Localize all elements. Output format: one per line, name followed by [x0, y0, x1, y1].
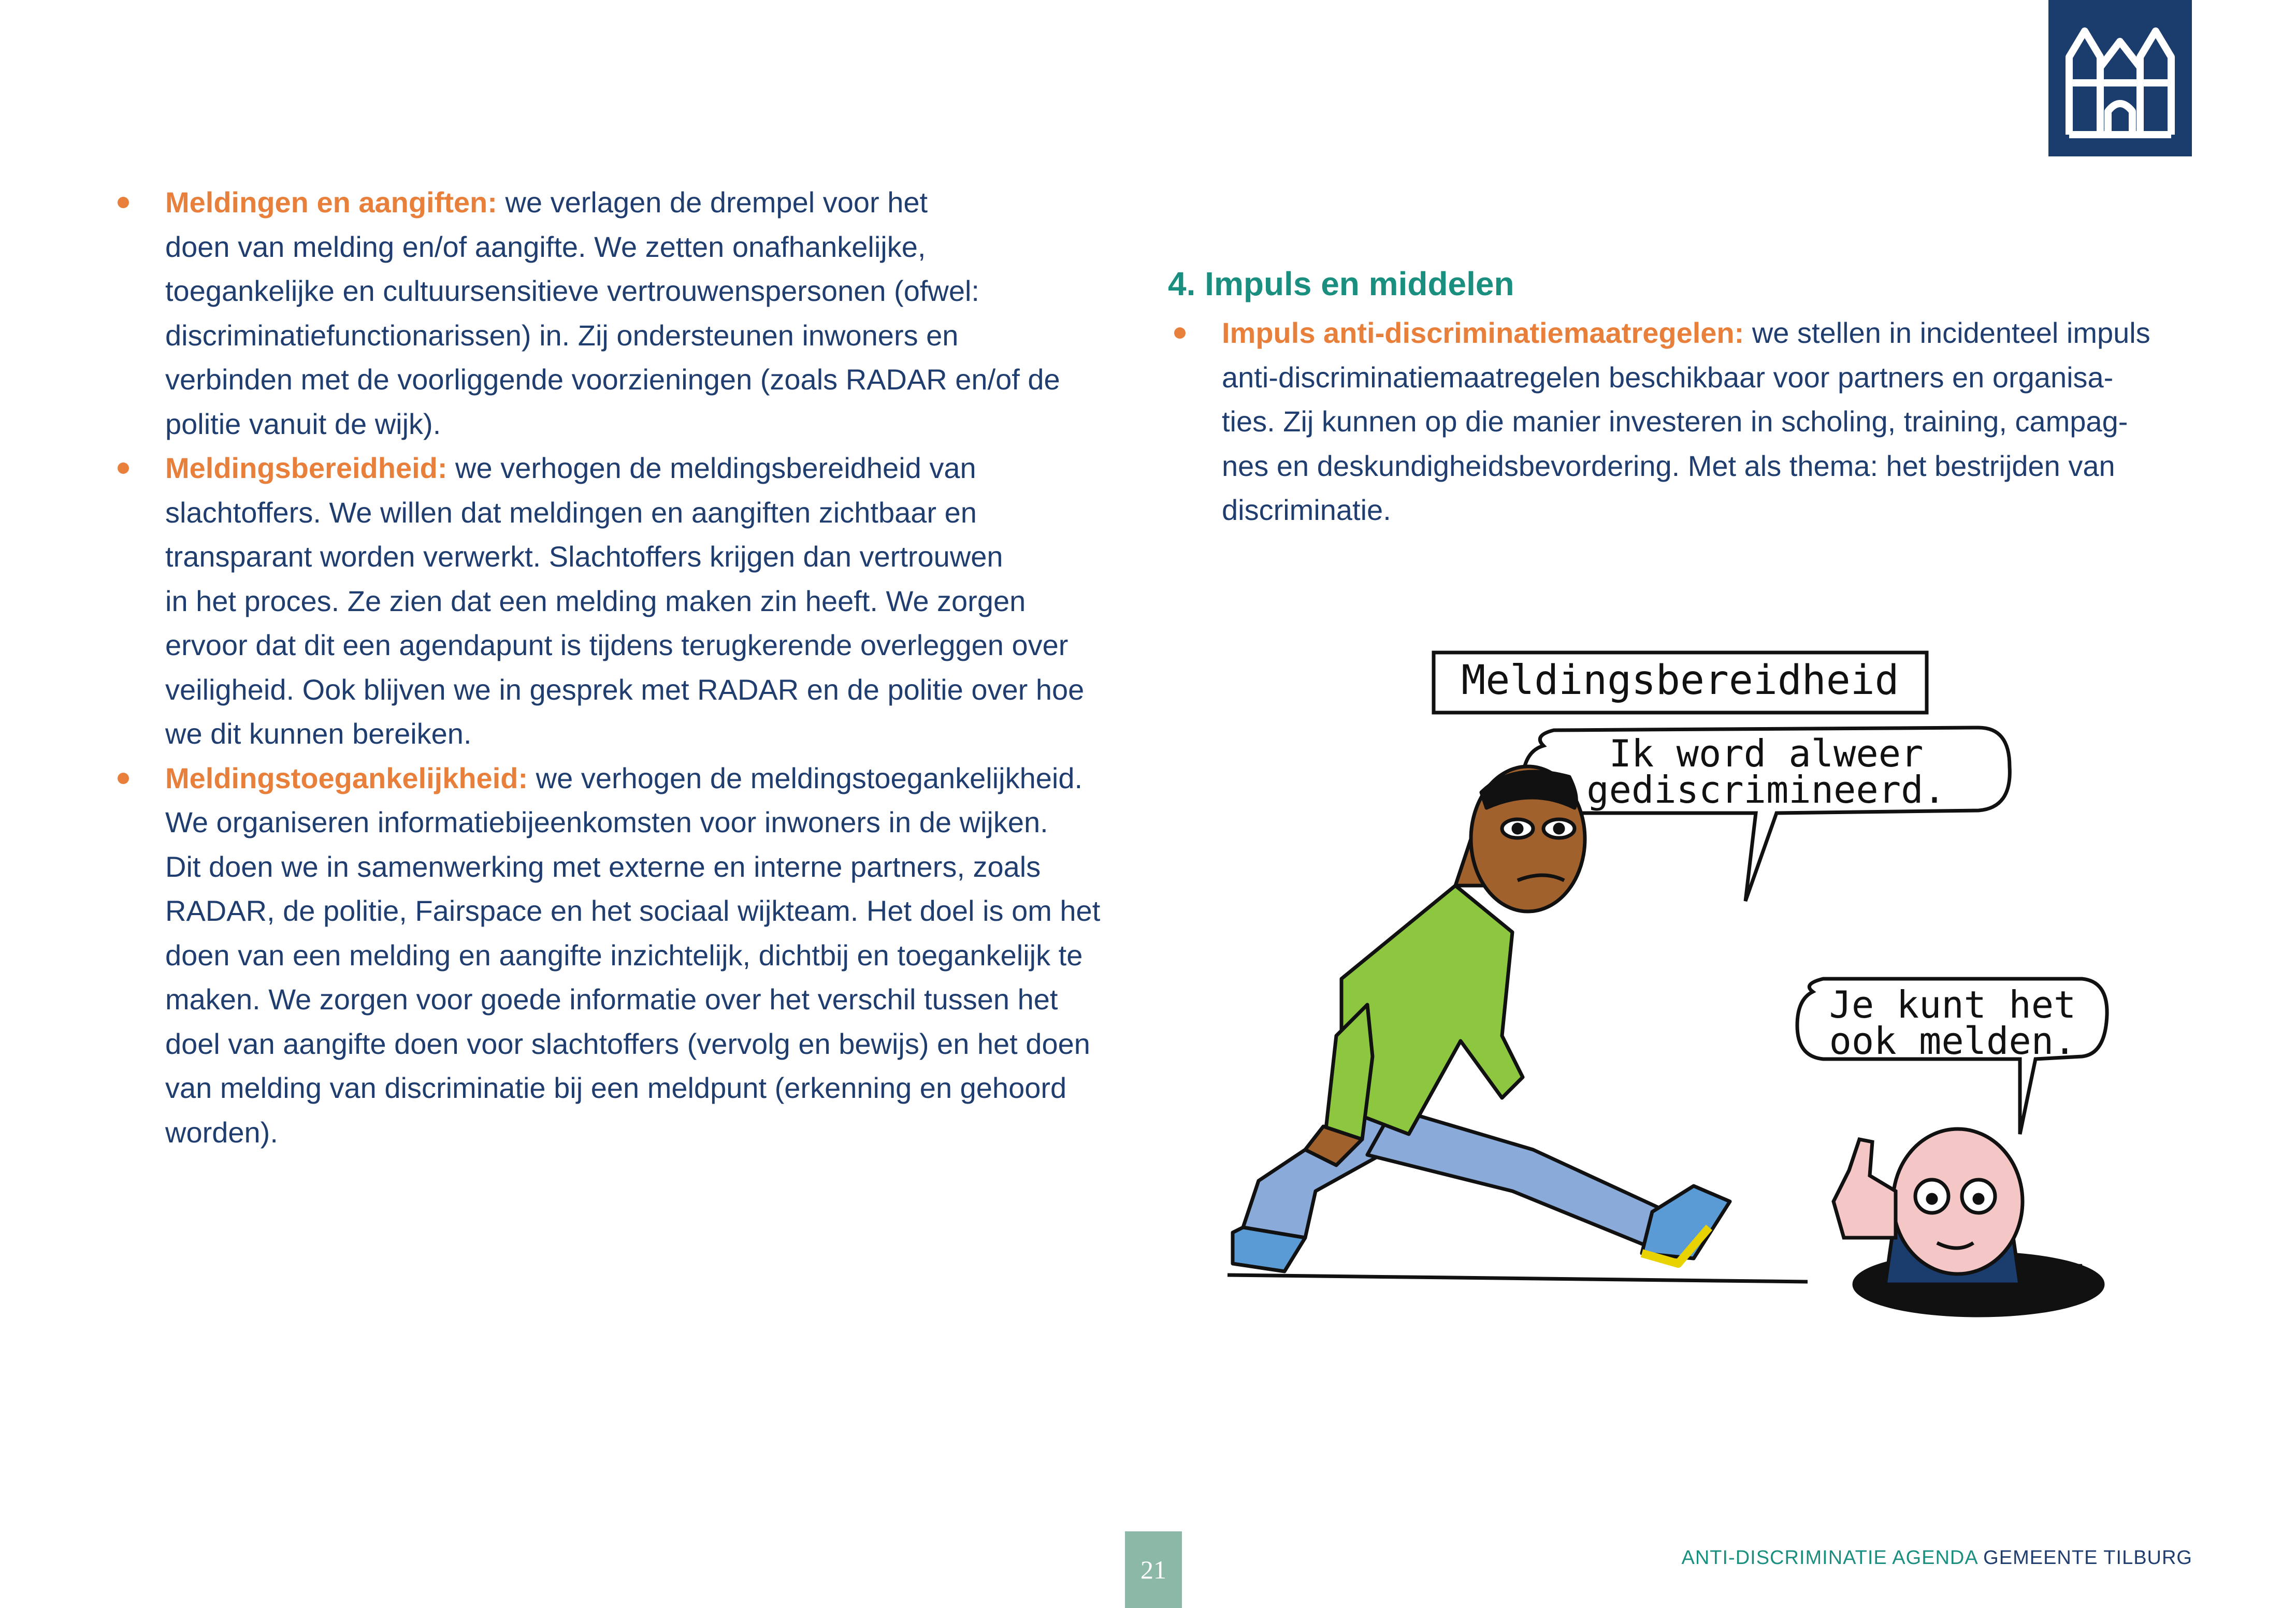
manhole-man-figure: [1833, 1129, 2103, 1315]
bubble2-line2: ook melden.: [1829, 1019, 2076, 1063]
castle-icon: [2064, 10, 2176, 145]
bullet-text: we verlagen de drempel voor het: [497, 186, 928, 219]
man-figure: [1233, 766, 1730, 1271]
bullet-line: in het proces. Ze zien dat een melding maken zin heeft. We zorgen: [165, 584, 1026, 617]
bullet-lead: Impuls anti-discriminatiemaatregelen:: [1222, 316, 1744, 349]
bubble1-line1: Ik word alweer: [1609, 732, 1924, 775]
cartoon-signature: JdL: [2054, 1261, 2090, 1284]
bullet-line: doel van aangifte doen voor slachtoffers (vervolg en bewijs) en het doen: [165, 1027, 1090, 1060]
bullet-line: nes en deskundigheidsbevordering. Met als thema: het bestrijden van: [1222, 449, 2115, 482]
cartoon-title: Meldingsbereidheid: [1461, 657, 1899, 704]
bullet-line: toegankelijke en cultuursensitieve vertrouwenspersonen (ofwel:: [165, 274, 979, 307]
gemeente-logo: [2048, 0, 2192, 156]
bullet-lead: Meldingen en aangiften:: [165, 186, 497, 219]
bullet-line: We organiseren informatiebijeenkomsten voor inwoners in de wijken.: [165, 806, 1048, 838]
bubble1-line2: gediscrimineerd.: [1586, 768, 1946, 812]
bullet-lead: Meldingstoegankelijkheid:: [165, 761, 528, 794]
bullet-line: van melding van discriminatie bij een meldpunt (erkenning en gehoord: [165, 1071, 1067, 1104]
footer-municipality: GEMEENTE TILBURG: [1977, 1547, 2192, 1569]
bullet-line: ties. Zij kunnen op die manier investeren in scholing, training, campag-: [1222, 405, 2128, 438]
footer-agenda: ANTI-DISCRIMINATIE AGENDA: [1681, 1547, 1977, 1569]
bullet-line: verbinden met de voorliggende voorzieningen (zoals RADAR en/of de: [165, 363, 1060, 396]
bullet-line: veiligheid. Ook blijven we in gesprek met RADAR en de politie over hoe: [165, 673, 1085, 706]
bullet-line: doen van een melding en aangifte inzichtelijk, dichtbij en toegankelijk te: [165, 938, 1083, 972]
bullet-line: politie vanuit de wijk).: [165, 407, 441, 440]
bullet-line: slachtoffers. We willen dat meldingen en aangiften zichtbaar en: [165, 496, 977, 529]
bullet-line: maken. We zorgen voor goede informatie over het verschil tussen het: [165, 983, 1058, 1016]
bullet-line: discriminatiefunctionarissen) in. Zij ondersteunen inwoners en: [165, 318, 959, 352]
bullet-line: anti-discriminatiemaatregelen beschikbaar voor partners en organisa-: [1222, 360, 2114, 394]
bullet-meldingstoegankelijkheid: [111, 756, 1147, 1155]
bullet-line: Dit doen we in samenwerking met externe en interne partners, zoals: [165, 850, 1041, 883]
footer-text: [1681, 1547, 2192, 1569]
bullet-text: we verhogen de meldingstoegankelijkheid.: [528, 761, 1083, 794]
bullet-dot: [118, 197, 129, 208]
page-number: 21: [1125, 1531, 1182, 1608]
bullet-lead: Meldingsbereidheid:: [165, 452, 447, 484]
bullet-line: transparant worden verwerkt. Slachtoffers krijgen dan vertrouwen: [165, 540, 1003, 573]
bullet-line: discriminatie.: [1222, 494, 1391, 526]
section-title: 4. Impuls en middelen: [1168, 265, 1514, 302]
bullet-line: RADAR, de politie, Fairspace en het sociaal wijkteam. Het doel is om het: [165, 894, 1101, 927]
left-column: [111, 180, 1147, 1154]
bullet-line: worden).: [165, 1116, 278, 1149]
bullet-line: doen van melding en/of aangifte. We zetten onafhankelijke,: [165, 230, 926, 263]
bullet-dot: [118, 773, 129, 784]
bubble2-line1: Je kunt het: [1829, 983, 2076, 1026]
cartoon-illustration: [1212, 642, 2144, 1367]
bullet-impuls: [1168, 311, 2204, 532]
bullet-text: we stellen in incidenteel impuls: [1744, 316, 2150, 349]
bullet-meldingen-aangiften: [111, 180, 1147, 446]
bullet-line: ervoor dat dit een agendapunt is tijdens terugkerende overleggen over: [165, 629, 1068, 661]
right-column: [1168, 263, 2204, 532]
bullet-dot: [118, 462, 129, 474]
bullet-meldingsbereidheid: [111, 446, 1147, 756]
bullet-text: we verhogen de meldingsbereidheid van: [447, 452, 976, 484]
bullet-dot: [1174, 327, 1186, 339]
bullet-line: we dit kunnen bereiken.: [165, 717, 472, 750]
